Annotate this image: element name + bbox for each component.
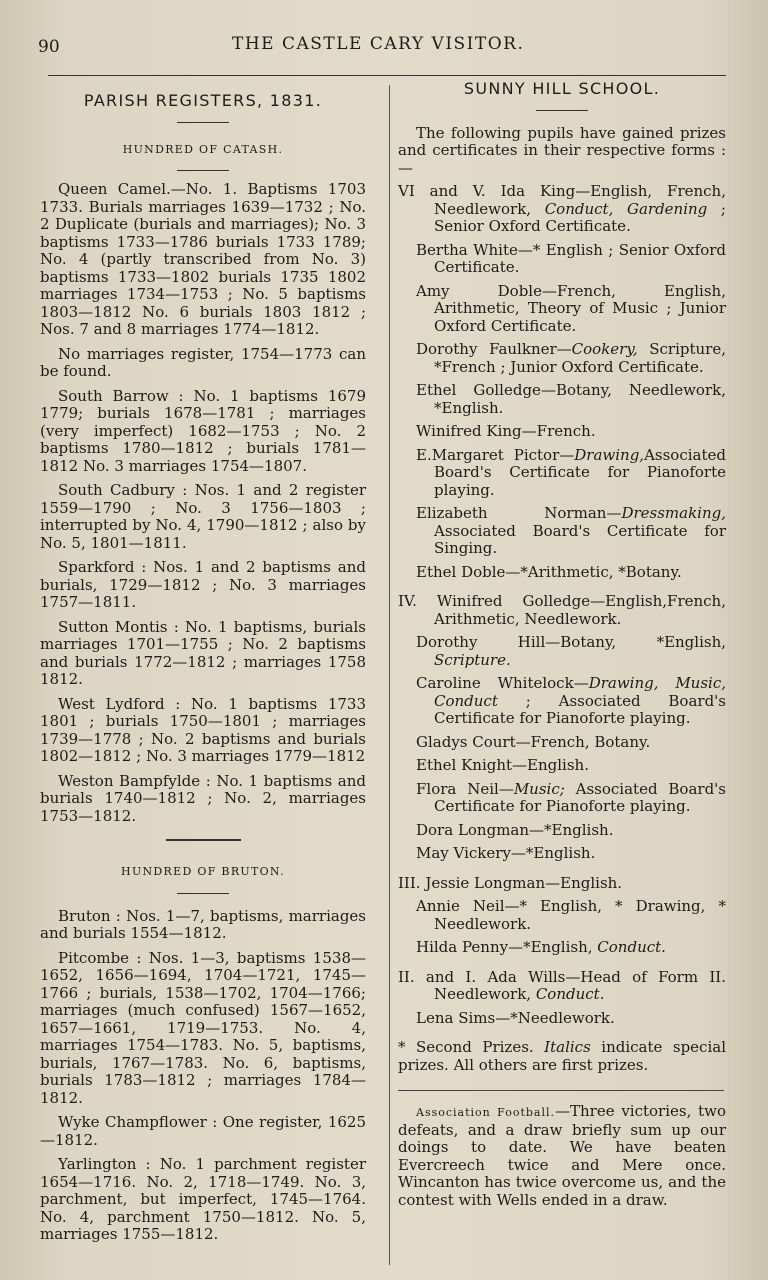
bruton-rule [177,893,229,894]
pupil-name: Winifred Golledge [436,592,591,610]
sunny-hill-title: SUNNY HILL SCHOOL. [463,79,661,98]
football-text: —Three victories, two defeats, and a draw briefly sum up our doings to date. We have beaten Evercreech twice and Mere once. Wincanton has twice overcome us, and the contest with Wells ended in a draw. [398,1102,726,1209]
pupil-prizes: —*Arithmetic, *Botany. [505,562,682,581]
footnote-text: * Second Prizes. [398,1038,545,1056]
title-rule [177,122,229,123]
form-label: IV. [398,592,417,610]
pupil-name: Winifred King [416,422,522,440]
prize-footnote [398,1039,726,1074]
pupil-entry [398,822,726,840]
running-title: THE CASTLE CARY VISITOR. [232,34,525,54]
column-divider [389,85,390,1265]
pupil-name: Flora Neil [416,779,499,798]
pupil-name: May Vickery [416,844,511,862]
footnote-italics: Italics [544,1038,591,1056]
pupil-prizes-rest: ; Associated Board's Certificate for Pianoforte playing. [434,691,726,727]
pupil-prizes: — [556,340,572,358]
pupil-name: Elizabeth Norman [416,504,607,522]
pupil-name: Amy Doble [416,281,542,300]
pupil-entry [398,757,726,775]
pupil-prizes-rest: Associated Board's Certificate for Pianoforte playing. [434,445,726,499]
catash-entry-weston-bampfylde: Weston Bampfylde : No. 1 baptisms and burials 1740—1812 ; No. 2, marriages 1753—1812. [40,771,366,825]
pupil-name: Hilda Penny [416,938,509,956]
bruton-entry-pitcombe: Pitcombe : Nos. 1—3, baptisms 1538—1652, 1656—1694, 1704—1721, 1745—1766 ; burials, 1538—1702, 1704—1766; marriages (much confused) 1567—1652, 1657—1661, 1719—1753. No. 4, marriages 1754—1783. No. 5, baptisms, burials, 1767—1783. No. 6, baptisms, burials 1783—1812 ; marriages 1784—1812. [40,948,366,1107]
pupil-name: Ada Wills [487,967,566,986]
catash-rule [177,170,229,171]
form-ii-i-first [398,969,726,1004]
catash-entry-note: No marriages register, 1754—1773 can be found. [40,344,366,380]
catash-entry-queen-camel: Queen Camel.—No. 1. Baptisms 1703 1733. Burials marriages 1639—1732 ; No. 2 Duplicate (burials and marriages); No. 3 baptisms 1733—1786 burials 1733 1789; No. 4 (partly transcribed from No. 3) baptisms 1733—1802 burials 1735 1802 marriages 1734—1753 ; No. 5 baptisms 1803—1812 No. 6 burials 1803 1812 ; Nos. 7 and 8 marriages 1774—1812. [40,180,366,338]
pupil-entry [398,447,726,500]
school-intro: The following pupils have gained prizes and certificates in their respective forms :— [398,123,726,177]
pupil-special-prizes: Conduct, Gardening [544,199,708,218]
bruton-entry-bruton: Bruton : Nos. 1—7, baptisms, marriages and burials 1554—1812. [40,906,366,942]
pupil-entry [398,734,726,752]
pupil-entry [398,242,726,277]
form-label: VI and V. [398,182,486,200]
catash-entry-west-lydford: West Lydford : No. 1 baptisms 1733 1801 ; burials 1750—1801 ; marriages 1739—1778 ; No. 2 baptisms and burials 1802—1812 ; No. 3 marriages 1779—1812 [40,694,366,765]
pupil-prizes: —*Needlework. [495,1008,615,1027]
pupil-special-prizes: Drawing, Music, Conduct [434,674,727,710]
pupil-name: Dorothy Faulkner [416,340,557,358]
bruton-entry-wyke-champflower: Wyke Champflower : One register, 1625—1812. [40,1113,366,1149]
pupil-entry [398,283,726,336]
pupil-prizes-rest: Associated Board's Certificate for Singing. [434,521,726,557]
pupil-entry [398,675,726,728]
pupil-prizes: — [559,445,575,464]
pupil-name: Dora Longman [416,820,530,839]
pupil-entry [398,634,726,669]
pupil-prizes: —Botany, *English, [545,633,726,651]
pupil-prizes: —Botany, Needlework, *English. [434,381,726,417]
pupil-special-prizes: Conduct. [535,985,605,1003]
pupil-prizes: —*English. [510,844,596,862]
pupil-prizes: —French, Botany. [515,732,651,751]
catash-entry-sparkford: Sparkford : Nos. 1 and 2 baptisms and burials, 1729—1812 ; No. 3 marriages 1757—1811. [40,558,366,611]
pupil-prizes-rest: Associated Board's Certificate for Pianoforte playing. [434,779,726,815]
pupil-prizes: —English. [512,756,589,774]
form-iv-first [398,593,726,628]
pupil-prizes: — [498,779,514,798]
pupil-special-prizes: Drawing, [574,445,645,464]
pupil-entry [398,898,726,933]
catash-entry-south-cadbury: South Cadbury : Nos. 1 and 2 register 1559—1790 ; No. 3 1756—1803 ; interrupted by No. 4, 1790—1812 ; also by No. 5, 1801—1811. [40,481,366,552]
pupil-name: Annie Neil [416,897,505,915]
pupil-prizes: —*English. [529,820,614,839]
football-heading: Association Football. [416,1106,556,1119]
parish-registers-title: PARISH REGISTERS, 1831. [83,91,323,110]
pupil-entry [398,564,726,582]
pupil-entry [398,423,726,441]
pupil-prizes: —English. [545,873,623,892]
pupil-prizes-rest: Scripture, *French ; Junior Oxford Certificate. [434,340,726,376]
header-rule [48,75,726,76]
pupil-entry [398,382,726,417]
pupil-name: Dorothy Hill [416,633,546,651]
football-paragraph [398,1103,726,1209]
page-number: 90 [38,37,60,57]
catash-entry-south-barrow: South Barrow : No. 1 baptisms 1679 1779; burials 1678—1781 ; marriages (very imperfect) 1682—1753 ; No. 2 baptisms 1780—1812 ; burials 1781—1812 No. 3 marriages 1754—1807. [40,386,366,475]
pupil-name: Jessie Longman [425,873,546,892]
pupil-prizes: —Head of Form II. Needlework, [434,967,726,1003]
pupil-name: Lena Sims [416,1008,496,1027]
pupil-entry [398,781,726,816]
pupil-name: Ida King [500,182,576,200]
catash-heading: HUNDRED OF CATASH. [122,142,284,156]
pupil-prizes: —French, English, Arithmetic, Theory of Music ; Junior Oxford Certificate. [434,281,726,335]
pupil-prizes: —English,French, Arithmetic, Needlework. [434,592,726,628]
form-label: III. [398,873,421,892]
pupil-name: Ethel Golledge [416,381,541,399]
pupil-entry [398,341,726,376]
pupil-name: Gladys Court [416,732,516,751]
pupil-special-prizes: Scripture. [434,650,511,669]
pupil-prizes: —English, French, Needlework, [434,182,726,218]
school-title-rule [536,110,588,111]
pupil-name: Ethel Doble [416,562,506,581]
pupil-prizes: —*English, [508,938,598,956]
pupil-name: E.Margaret Pictor [416,445,560,464]
pupil-entry [398,1010,726,1028]
pupil-special-prizes: Cookery, [571,340,638,358]
section-rule [166,839,241,841]
footnote-text-rest: indicate special prizes. All others are first prizes. [398,1038,726,1074]
form-vi-v-first [398,183,726,236]
catash-entry-sutton-montis: Sutton Montis : No. 1 baptisms, burials marriages 1701—1755 ; No. 2 baptisms and burials 1772—1812 ; marriages 1758 1812. [40,617,366,688]
left-column [40,92,366,1244]
pupil-name: Caroline Whitelock [416,674,574,692]
pupil-prizes-rest: ; Senior Oxford Certificate. [434,199,726,235]
pupil-special-prizes: Dressmaking, [621,504,726,522]
pupil-prizes: — [606,504,622,522]
pupil-entry [398,505,726,558]
pupil-special-prizes: Conduct. [597,938,666,956]
football-rule [398,1090,724,1091]
pupil-name: Ethel Knight [416,756,513,774]
pupil-prizes: —* English ; Senior Oxford Certificate. [434,240,726,276]
right-column [398,80,726,1209]
bruton-entry-yarlington: Yarlington : No. 1 parchment register 1654—1716. No. 2, 1718—1749. No. 3, parchment, but imperfect, 1745—1764. No. 4, parchment 1750—1812. No. 5, marriages 1755—1812. [40,1155,366,1243]
pupil-prizes: — [573,674,589,692]
pupil-prizes: —French. [521,422,596,440]
pupil-prizes: —* English, * Drawing, * Needlework. [434,897,726,933]
pupil-entry [398,845,726,863]
pupil-entry [398,939,726,957]
pupil-name: Bertha White [416,240,518,259]
bruton-heading: HUNDRED OF BRUTON. [121,865,285,878]
form-label: II. and I. [398,967,477,986]
form-iii-first [398,875,726,893]
pupil-special-prizes: Music; [513,779,565,798]
